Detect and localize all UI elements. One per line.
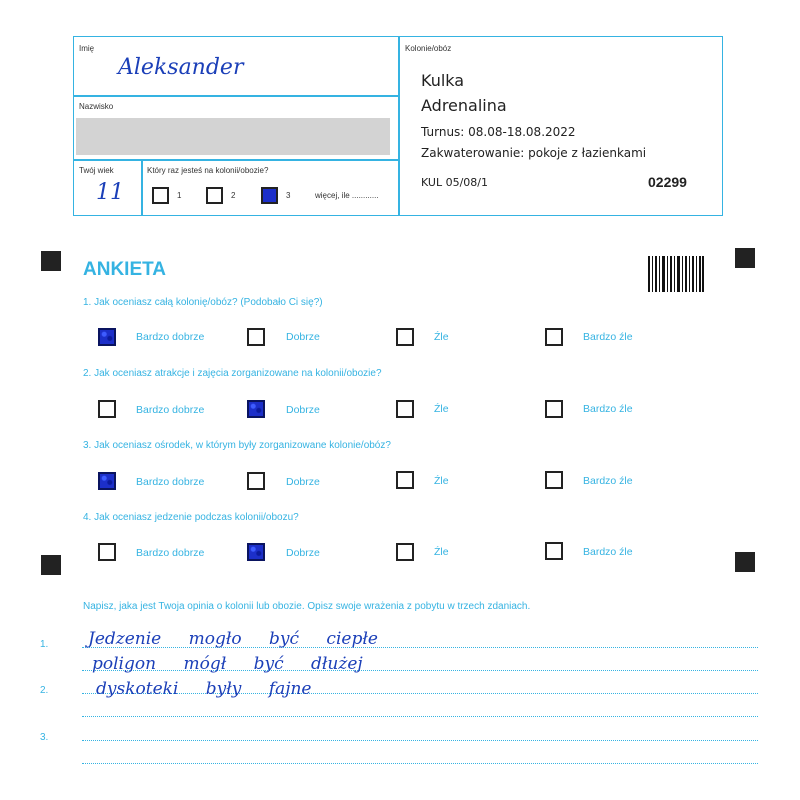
q4-dobrze-checkbox[interactable] [247,543,265,561]
kolonie-label: Kolonie/obóz [405,44,452,53]
option-label: Dobrze [286,404,320,416]
registration-marker [41,555,61,575]
option-label: Bardzo źle [583,331,633,343]
option-label: Dobrze [286,331,320,343]
ktory-raz-label: Który raz jesteś na kolonii/obozie? [147,166,269,175]
option-label: Źle [434,403,449,415]
q3-dobrze-checkbox[interactable] [247,472,265,490]
option-label: Bardzo dobrze [136,547,205,559]
wiek-value[interactable]: 11 [96,180,124,205]
camp-zakwaterowanie: Zakwaterowanie: pokoje z łazienkami [421,146,647,160]
line-number: 1. [40,639,49,650]
ktory-raz-checkbox-1[interactable] [152,187,169,204]
imie-label: Imię [79,44,95,53]
q1-bardzo-zle-checkbox[interactable] [545,328,563,346]
q2-zle-checkbox[interactable] [396,400,414,418]
header-divider [398,36,400,216]
q3-bardzo-dobrze-checkbox[interactable] [98,472,116,490]
option-label: Źle [434,475,449,487]
q3-bardzo-zle-checkbox[interactable] [545,471,563,489]
answer-line [82,716,758,717]
q4-bardzo-dobrze-checkbox[interactable] [98,543,116,561]
ktory-raz-option: 1 [177,191,182,200]
ktory-raz-checkbox-2[interactable] [206,187,223,204]
option-label: Bardzo źle [583,403,633,415]
ktory-raz-option: 3 [286,191,291,200]
option-label: Bardzo dobrze [136,331,205,343]
q1-dobrze-checkbox[interactable] [247,328,265,346]
q2-dobrze-checkbox[interactable] [247,400,265,418]
registration-marker [735,248,755,268]
registration-marker [735,552,755,572]
question-text: 1. Jak oceniasz całą kolonię/obóz? (Podobało Ci się?) [83,297,323,308]
q1-zle-checkbox[interactable] [396,328,414,346]
answer-line [82,740,758,741]
question-text: 3. Jak oceniasz ośrodek, w którym były zorganizowane kolonie/obóz? [83,440,391,451]
camp-program: Adrenalina [421,96,507,115]
imie-value[interactable]: Aleksander [118,55,244,80]
q2-bardzo-zle-checkbox[interactable] [545,400,563,418]
option-label: Bardzo dobrze [136,476,205,488]
wiek-label: Twój wiek [79,166,114,175]
nazwisko-redacted [76,118,390,155]
barcode-icon [648,256,704,292]
q4-zle-checkbox[interactable] [396,543,414,561]
ktory-raz-option: 2 [231,191,236,200]
opinion-handwritten-3[interactable]: dyskoteki były fajne [96,679,312,699]
header-divider [141,159,143,216]
wiecej-label: więcej, ile ............ [315,191,379,200]
opinion-prompt: Napisz, jaka jest Twoja opinia o kolonii lub obozie. Opisz swoje wrażenia z pobytu w trzech zdaniach. [83,601,531,612]
q4-bardzo-zle-checkbox[interactable] [545,542,563,560]
question-text: 4. Jak oceniasz jedzenie podczas kolonii/obozu? [83,512,299,523]
camp-turnus: Turnus: 08.08-18.08.2022 [421,125,576,139]
option-label: Dobrze [286,547,320,559]
camp-name: Kulka [421,71,465,90]
survey-title: ANKIETA [83,259,167,280]
answer-line [82,763,758,764]
q2-bardzo-dobrze-checkbox[interactable] [98,400,116,418]
form-number: 02299 [648,174,687,190]
opinion-handwritten-2[interactable]: poligon mógł być dłużej [92,654,363,674]
q3-zle-checkbox[interactable] [396,471,414,489]
option-label: Źle [434,546,449,558]
camp-code: KUL 05/08/1 [421,176,488,189]
question-text: 2. Jak oceniasz atrakcje i zajęcia zorganizowane na kolonii/obozie? [83,368,382,379]
header-divider [73,159,399,161]
option-label: Bardzo źle [583,475,633,487]
header-divider [73,95,399,97]
q1-bardzo-dobrze-checkbox[interactable] [98,328,116,346]
opinion-handwritten-1[interactable]: Jedzenie mogło być ciepłe [88,629,378,649]
ktory-raz-checkbox-3[interactable] [261,187,278,204]
option-label: Bardzo źle [583,546,633,558]
registration-marker [41,251,61,271]
option-label: Dobrze [286,476,320,488]
line-number: 2. [40,685,49,696]
line-number: 3. [40,732,49,743]
nazwisko-label: Nazwisko [79,102,114,111]
option-label: Bardzo dobrze [136,404,205,416]
option-label: Źle [434,331,449,343]
